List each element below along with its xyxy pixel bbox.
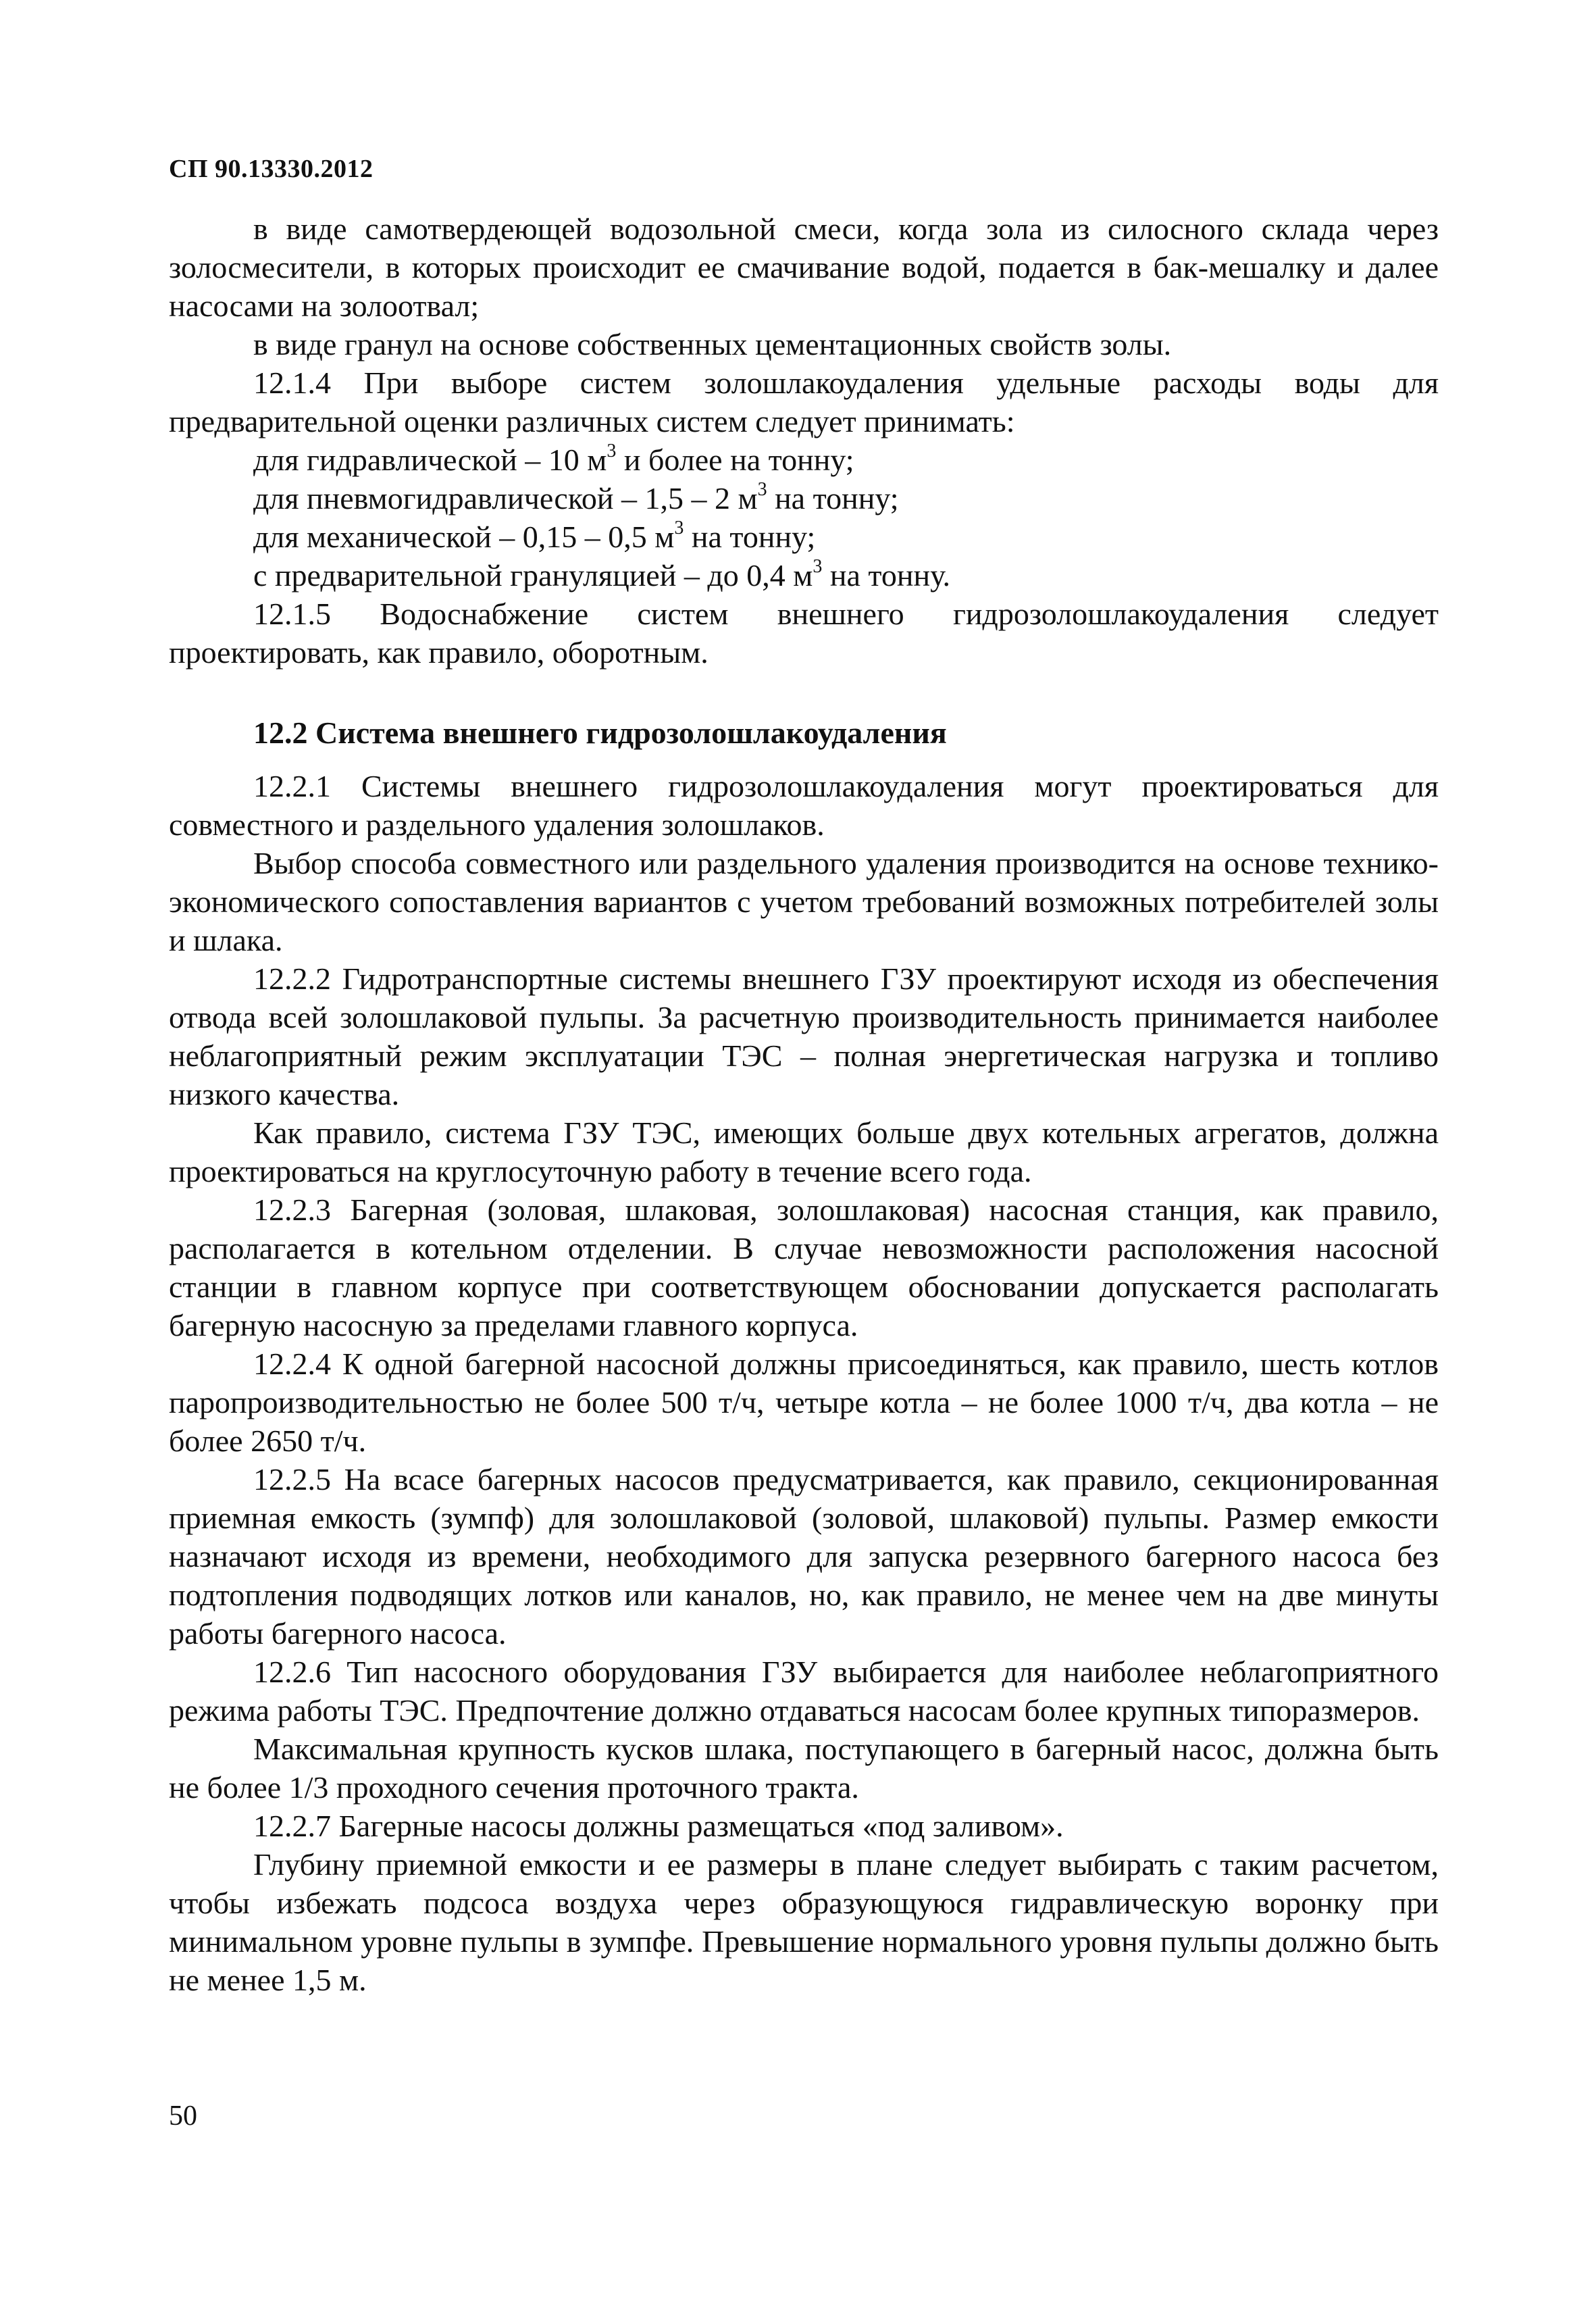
paragraph-12-2-3: 12.2.3 Багерная (золовая, шлаковая, золошлаковая) насосная станция, как правило, располагается в котельном отделении. В случае невозможности расположения насосной станции в главном корпусе при соответствующем обосновании допускается располагать багерную насосную за пределами главного корпуса.: [169, 1192, 1439, 1342]
paragraph-12-2-4: 12.2.4 К одной багерной насосной должны присоединяться, как правило, шесть котлов паропроизводительностью не более 500 т/ч, четыре котла – не более 1000 т/ч, два котла – не более 2650 т/ч.: [169, 1347, 1439, 1458]
page-number: 50: [169, 2101, 197, 2132]
paragraph-12-2-7: 12.2.7 Багерные насосы должны размещаться «под заливом».: [253, 1809, 1064, 1843]
paragraph-12-1-5: 12.1.5 Водоснабжение систем внешнего гидрозолошлакоудаления следует проектировать, как правило, оборотным.: [169, 597, 1439, 670]
paragraph-12-2-1: 12.2.1 Системы внешнего гидрозолошлакоудаления могут проектироваться для совместного и раздельного удаления золошлаков.: [169, 769, 1439, 842]
paragraph-round-the-clock: Как правило, система ГЗУ ТЭС, имеющих больше двух котельных агрегатов, должна проектироваться на круглосуточную работу в течение всего года.: [169, 1115, 1439, 1188]
paragraph-tank-depth: Глубину приемной емкости и ее размеры в плане следует выбирать с таким расчетом, чтобы избежать подсоса воздуха через образующуюся гидравлическую воронку при минимальном уровне пульпы в зумпфе. Превышение нормального уровня пульпы должно быть не менее 1,5 м.: [169, 1847, 1439, 1997]
paragraph-12-2-2: 12.2.2 Гидротранспортные системы внешнего ГЗУ проектируют исходя из обеспечения отвода всей золошлаковой пульпы. За расчетную производительность принимается наиболее неблагоприятный режим эксплуатации ТЭС – полная энергетическая нагрузка и топливо низкого качества.: [169, 961, 1439, 1111]
page-body: [169, 209, 1439, 1999]
rate-granulation: с предварительной грануляцией – до 0,4 $м^3$ на тонну.: [253, 556, 951, 593]
paragraph-12-2-6: 12.2.6 Тип насосного оборудования ГЗУ выбирается для наиболее неблагоприятного режима работы ТЭС. Предпочтение должно отдаваться насосам более крупных типоразмеров.: [169, 1655, 1439, 1728]
paragraph-12-2-5: 12.2.5 На всасе багерных насосов предусматривается, как правило, секционированная приемная емкость (зумпф) для золошлаковой (золовой, шлаковой) пульпы. Размер емкости назначают исходя из времени, необходимого для запуска резервного багерного насоса без подтопления подводящих лотков или каналов, но, как правило, не менее чем на две минуты работы багерного насоса.: [169, 1462, 1439, 1651]
section-heading-12-2: 12.2 Система внешнего гидрозолошлакоудаления: [253, 715, 947, 750]
paragraph-removal-method: Выбор способа совместного или раздельного удаления производится на основе технико-экономического сопоставления вариантов с учетом требований возможных потребителей золы и шлака.: [169, 846, 1439, 957]
rate-hydraulic: для гидравлической – 10 $м^3$ и более на тонну;: [253, 441, 854, 477]
rate-mechanical: для механической – 0,15 – 0,5 $м^3$ на тонну;: [253, 518, 816, 554]
paragraph-12-1-4: 12.1.4 При выборе систем золошлакоудаления удельные расходы воды для предварительной оценки различных систем следует принимать:: [169, 366, 1439, 438]
paragraph-slag-size: Максимальная крупность кусков шлака, поступающего в багерный насос, должна быть не более 1/3 проходного сечения проточного тракта.: [169, 1732, 1439, 1805]
paragraph-ash-water-mix: в виде самотвердеющей водозольной смеси, когда зола из силосного склада через золосмесители, в которых происходит ее смачивание водой, подается в бак-мешалку и далее насосами на золоотвал;: [169, 211, 1439, 323]
document-code: СП 90.13330.2012: [169, 155, 374, 183]
paragraph-granules: в виде гранул на основе собственных цементационных свойств золы.: [253, 327, 1172, 361]
rate-pneumohydraulic: для пневмогидравлической – 1,5 – 2 $м^3$ на тонну;: [253, 479, 899, 515]
